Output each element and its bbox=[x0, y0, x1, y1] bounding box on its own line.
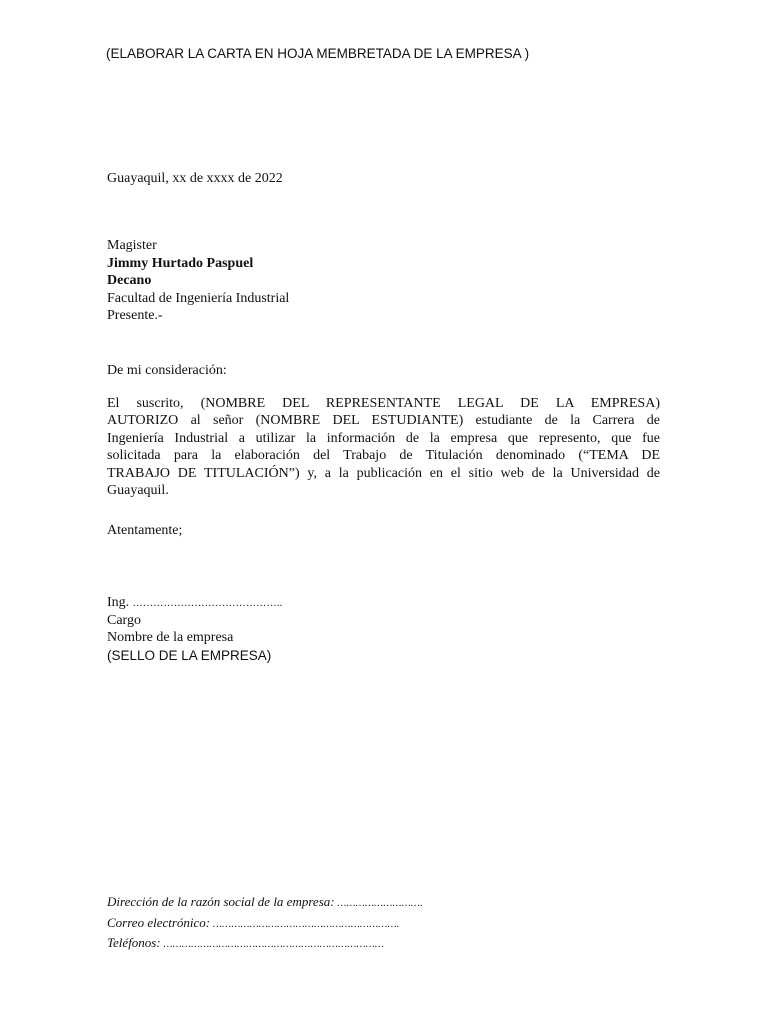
body-line: Ingeniería Industrial a utilizar la información de la empresa que represento, que fue bbox=[107, 430, 660, 446]
footer-address bbox=[107, 893, 423, 914]
footer-email-dots: ……………………………………………………. bbox=[210, 918, 400, 930]
signature-seal: (SELLO DE LA EMPRESA) bbox=[107, 647, 272, 663]
date-line: Guayaquil, xx de xxxx de 2022 bbox=[107, 171, 283, 186]
recipient-name: Jimmy Hurtado Paspuel bbox=[107, 255, 254, 271]
signature-ing-label: Ing. bbox=[107, 595, 133, 610]
signature-cargo: Cargo bbox=[107, 612, 141, 628]
company-footer bbox=[107, 893, 423, 955]
signature-block bbox=[107, 594, 282, 664]
footer-email bbox=[107, 914, 423, 935]
closing: Atentamente; bbox=[107, 523, 183, 538]
footer-phone bbox=[107, 934, 423, 955]
header-note: (ELABORAR LA CARTA EN HOJA MEMBRETADA DE LA EMPRESA ) bbox=[106, 46, 530, 61]
body-line: AUTORIZO al señor (NOMBRE DEL ESTUDIANTE) estudiante de la Carrera de bbox=[107, 413, 660, 429]
body-line: solicitada para la elaboración del Trabajo de Titulación denominado (“TEMA DE bbox=[107, 448, 660, 464]
signature-company-name: Nombre de la empresa bbox=[107, 630, 234, 645]
signature-ing-dots: …………………………………….. bbox=[132, 598, 283, 609]
footer-email-label: Correo electrónico: bbox=[107, 914, 211, 930]
body-line: TRABAJO DE TITULACIÓN”) y, a la publicación en el sitio web de la Universidad de bbox=[107, 465, 660, 481]
body-line: El suscrito, (NOMBRE DEL REPRESENTANTE LEGAL DE LA EMPRESA) bbox=[107, 396, 660, 411]
recipient-faculty: Facultad de Ingeniería Industrial bbox=[107, 290, 290, 306]
footer-address-dots: ………………………. bbox=[334, 898, 423, 909]
body-line: Guayaquil. bbox=[107, 482, 169, 498]
footer-address-label: Dirección de la razón social de la empresa: bbox=[107, 894, 335, 909]
recipient-presente: Presente.- bbox=[107, 308, 163, 323]
recipient-position: Decano bbox=[107, 273, 152, 288]
recipient-block bbox=[107, 237, 289, 325]
signature-ing-line bbox=[107, 594, 282, 612]
footer-phone-dots: ……………………………………………………………… bbox=[160, 939, 385, 950]
letter-body bbox=[107, 395, 660, 499]
salutation: De mi consideración: bbox=[107, 363, 227, 378]
footer-phone-label: Teléfonos: bbox=[107, 935, 161, 950]
recipient-title: Magister bbox=[107, 238, 157, 253]
